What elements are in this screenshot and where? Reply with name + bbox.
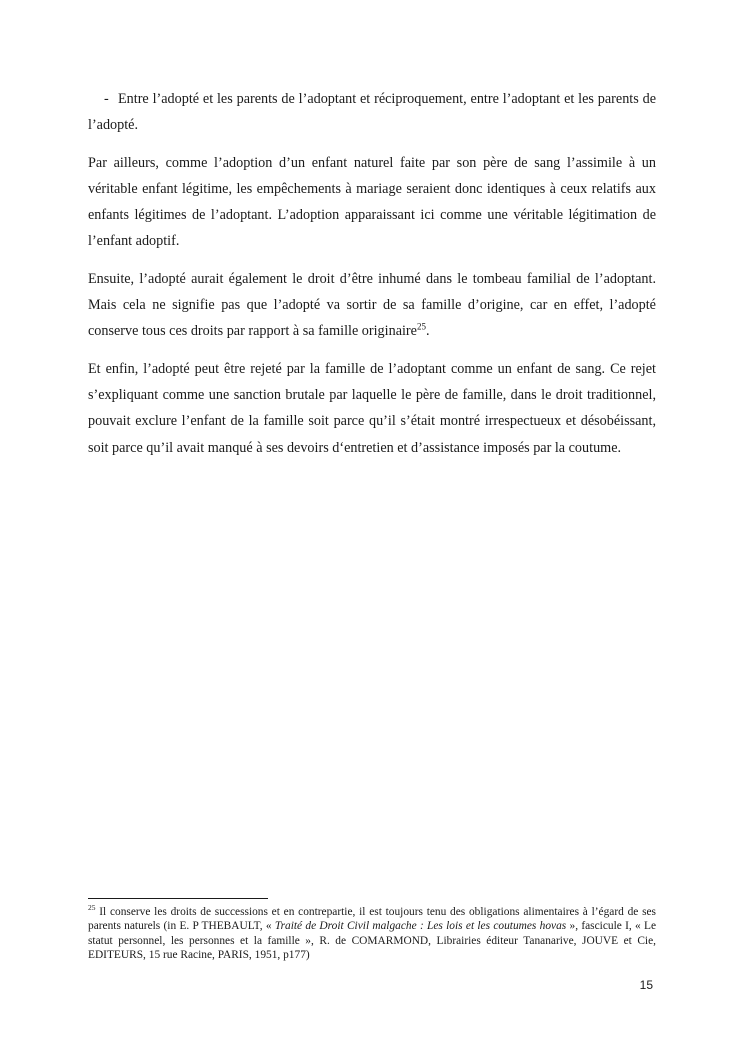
paragraph-empechements: Par ailleurs, comme l’adoption d’un enfant naturel faite par son père de sang l’assimile à un véritable enfant légitime, les empêchements à mariage seraient donc identiques à ceux relatifs aux enfants légitimes de l’adoptant. L’adoption apparaissant ici comme une véritable légitimation de l’enfant adoptif.	[88, 154, 656, 250]
footnote-reference[interactable]: 25	[416, 321, 426, 332]
page-number: 15	[639, 978, 653, 992]
footnote-text-part2: », fascicule I, « Le statut personnel, les personnes et la famille », R. de COMARMOND, Librairies éditeur Tananarive, JOUVE et Cie, EDITEURS, 15 rue Racine, PARIS, 1951, p177)	[88, 920, 657, 962]
footnote	[88, 905, 656, 963]
paragraph-inhumation	[88, 266, 656, 345]
bullet-item	[88, 86, 656, 139]
paragraph-inhumation-text: Ensuite, l’adopté aurait également le droit d’être inhumé dans le tombeau familial de l’adoptant. Mais cela ne signifie pas que l’adopté va sortir de sa famille d’origine, car en effet, l’adopté conserve tous ces droits par rapport à sa famille originaire	[88, 270, 656, 340]
footnote-number: 25	[88, 903, 96, 913]
bullet-dash: -	[104, 91, 109, 107]
footnote-text-part1: Il conserve les droits de successions et en contrepartie, il est toujours tenu des obligations alimentaires à l’égard de ses parents naturels (in E. P THEBAULT, «	[88, 906, 656, 933]
body-text	[88, 86, 656, 472]
footnote-separator	[88, 898, 268, 899]
paragraph-inhumation-end: .	[425, 323, 430, 340]
paragraph-rejet: Et enfin, l’adopté peut être rejeté par la famille de l’adoptant comme un enfant de sang. Ce rejet s’expliquant comme une sanction brutale par laquelle le père de famille, dans le droit traditionnel, pouvait exclure l’enfant de la famille soit parce qu’il s’était montré irrespectueux et désobéissant, soit parce qu’il avait manqué à ses devoirs d‘entretien et d’assistance imposés par la coutume.	[88, 360, 656, 456]
bullet-text: Entre l’adopté et les parents de l’adoptant et réciproquement, entre l’adoptant et les parents de l’adopté.	[88, 91, 656, 134]
footnote-book-title: Traité de Droit Civil malgache : Les lois et les coutumes hovas	[274, 920, 567, 933]
